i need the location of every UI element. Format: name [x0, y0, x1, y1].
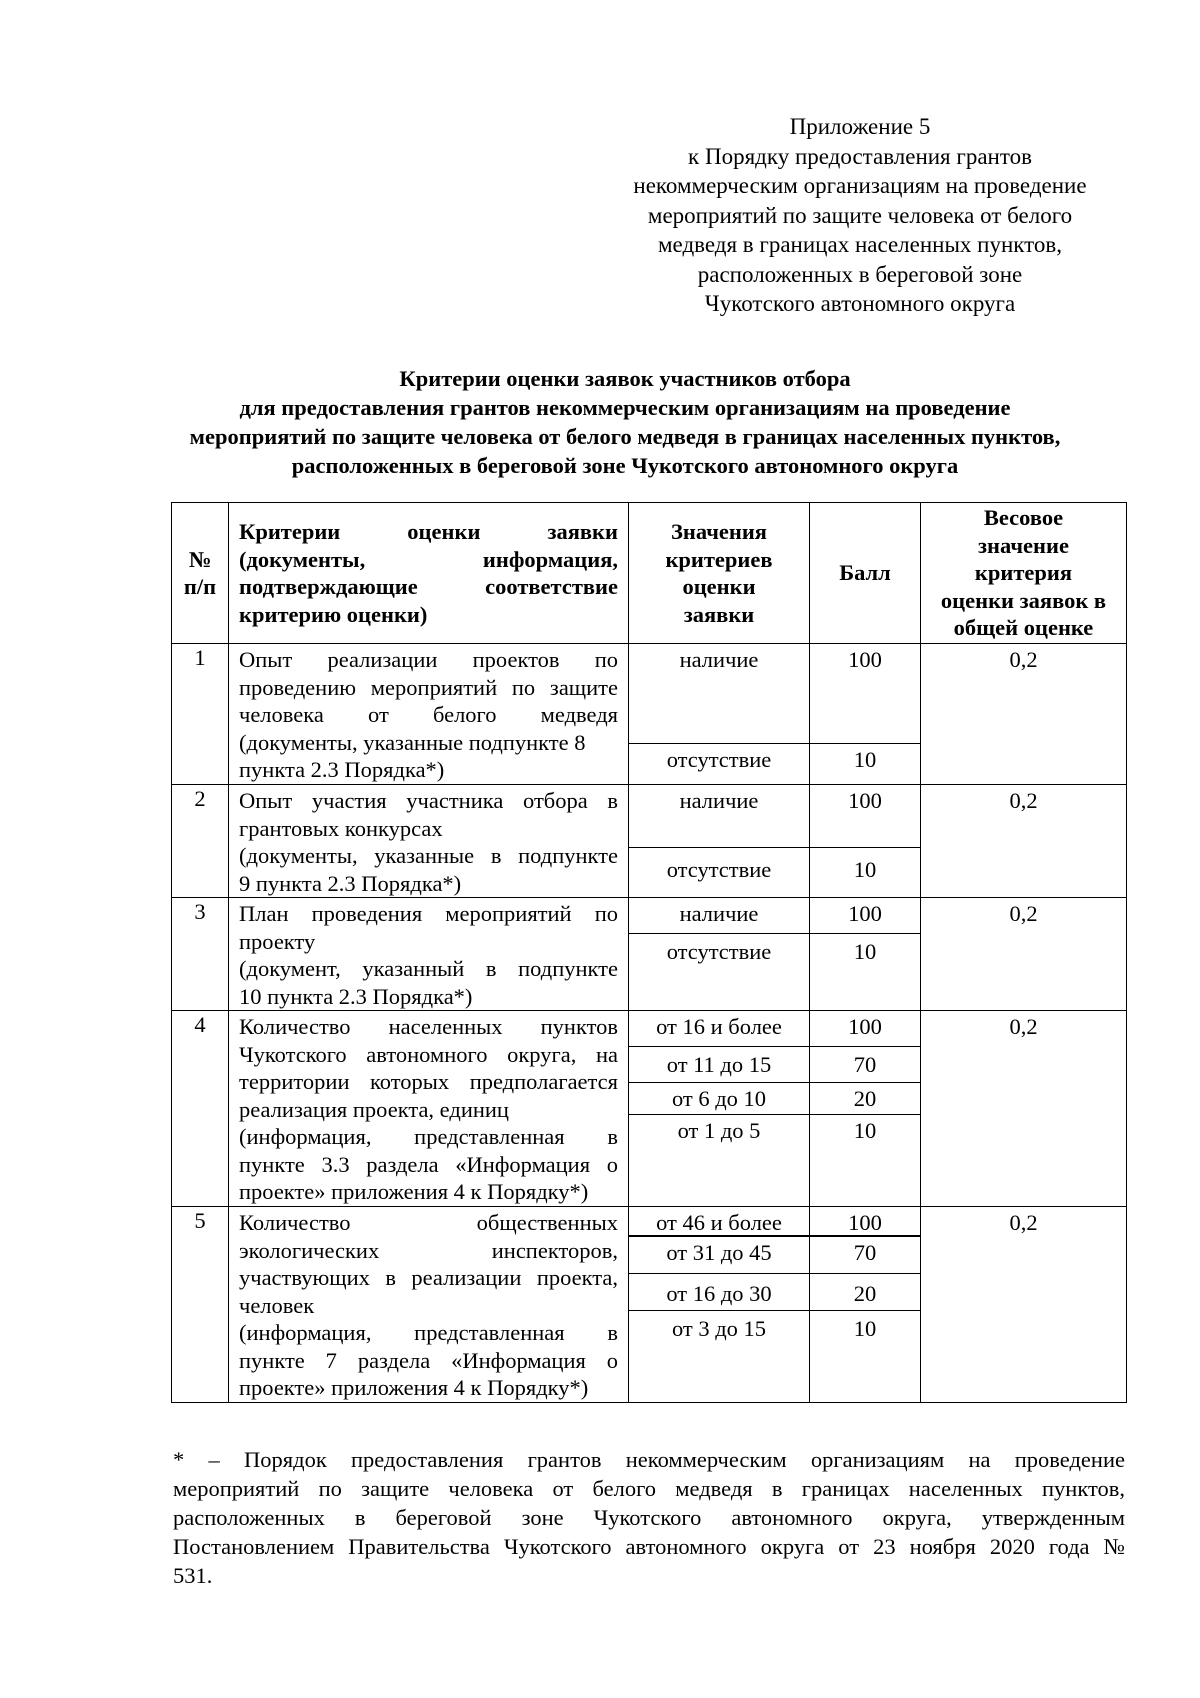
weight-cell: 0,2	[921, 644, 1127, 785]
criterion-cell: Опыт реализации проектов по проведению мероприятий по защите человека от белого медведя (документы, указанные подпункте 8 пункта 2.3 Порядка*)	[229, 644, 629, 785]
score-cell: 100 10	[810, 898, 921, 1011]
table-row	[172, 785, 1127, 898]
score-cell: 100 70 20 10	[810, 1011, 921, 1207]
values-cell: от 16 и более от 11 до 15 от 6 до 10 от 1 до 5	[629, 1011, 810, 1207]
weight-cell: 0,2	[921, 1011, 1127, 1207]
header-num: № п/п	[172, 503, 229, 644]
annex-line: мероприятий по защите человека от белого	[647, 202, 1073, 228]
title-line: для предоставления грантов некоммерческим организациям на проведение	[239, 395, 1011, 420]
annex-line: Приложение 5	[789, 114, 931, 139]
row-number: 4	[172, 1011, 229, 1207]
weight-cell: 0,2	[921, 898, 1127, 1011]
criterion-cell: План проведения мероприятий по проекту (документ, указанный в подпункте 10 пункта 2.3 Порядка*)	[229, 898, 629, 1011]
footnote-line: Постановлением Правительства Чукотского автономного округа от 23 ноября 2020 года №	[173, 1534, 1125, 1559]
table-row	[172, 644, 1127, 785]
criterion-cell: Количество населенных пунктов Чукотского автономного округа, на территории которых предполагается реализация проекта, единиц (информация, представленная в пункте 3.3 раздела «Информация о проекте» приложения 4 к Порядку*)	[229, 1011, 629, 1207]
row-number: 5	[172, 1207, 229, 1403]
annex-line: некоммерческим организациям на проведение	[633, 173, 1087, 198]
table-row	[172, 898, 1127, 1011]
annex-line: Чукотского автономного округа	[704, 291, 1016, 316]
score-cell: 100 10	[810, 644, 921, 785]
weight-cell: 0,2	[921, 1207, 1127, 1403]
header-criterion: Критерии оценки заявки (документы, информация, подтверждающие соответствие критерию оценки)	[229, 503, 629, 644]
criteria-table	[171, 502, 1127, 1403]
annex-line: медведя в границах населенных пунктов,	[657, 232, 1063, 257]
row-number: 2	[172, 785, 229, 898]
title-line: расположенных в береговой зоне Чукотского автономного округа	[291, 453, 959, 478]
annex-heading	[600, 112, 1120, 319]
title-line: Критерии оценки заявок участников отбора	[399, 366, 851, 391]
criterion-cell: Опыт участия участника отбора в грантовых конкурсах (документы, указанные в подпункте 9 пункта 2.3 Порядка*)	[229, 785, 629, 898]
footnote	[173, 1445, 1125, 1590]
weight-cell: 0,2	[921, 785, 1127, 898]
values-cell: наличие отсутствие	[629, 898, 810, 1011]
header-score: Балл	[810, 503, 921, 644]
title-line: мероприятий по защите человека от белого медведя в границах населенных пунктов,	[189, 424, 1061, 449]
row-number: 3	[172, 898, 229, 1011]
table-header-row	[172, 503, 1127, 644]
row-number: 1	[172, 644, 229, 785]
header-weight: Весовое значение критерия оценки заявок в общей оценке	[921, 503, 1127, 644]
footnote-line: мероприятий по защите человека от белого медведя в границах населенных пунктов,	[173, 1476, 1125, 1501]
score-cell: 100 10	[810, 785, 921, 898]
values-cell: от 46 и более от 31 до 45 от 16 до 30 от 3 до 15	[629, 1207, 810, 1403]
annex-line: к Порядку предоставления грантов	[688, 143, 1032, 169]
footnote-line: 531.	[173, 1563, 213, 1588]
footnote-line: расположенных в береговой зоне Чукотского автономного округа, утвержденным	[173, 1505, 1125, 1530]
values-cell: наличие отсутствие	[629, 644, 810, 785]
header-values: Значения критериев оценки заявки	[629, 503, 810, 644]
table-row	[172, 1011, 1127, 1207]
footnote-line: * – Порядок предоставления грантов некоммерческим организациям на проведение	[173, 1447, 1125, 1472]
criterion-cell: Количество общественных экологических инспекторов, участвующих в реализации проекта, человек (информация, представленная в пункте 7 раздела «Информация о проекте» приложения 4 к Порядку*)	[229, 1207, 629, 1403]
table-row	[172, 1207, 1127, 1403]
annex-line: расположенных в береговой зоне	[697, 261, 1023, 287]
score-cell: 100 70 20 10	[810, 1207, 921, 1403]
document-title	[160, 364, 1090, 480]
values-cell: наличие отсутствие	[629, 785, 810, 898]
